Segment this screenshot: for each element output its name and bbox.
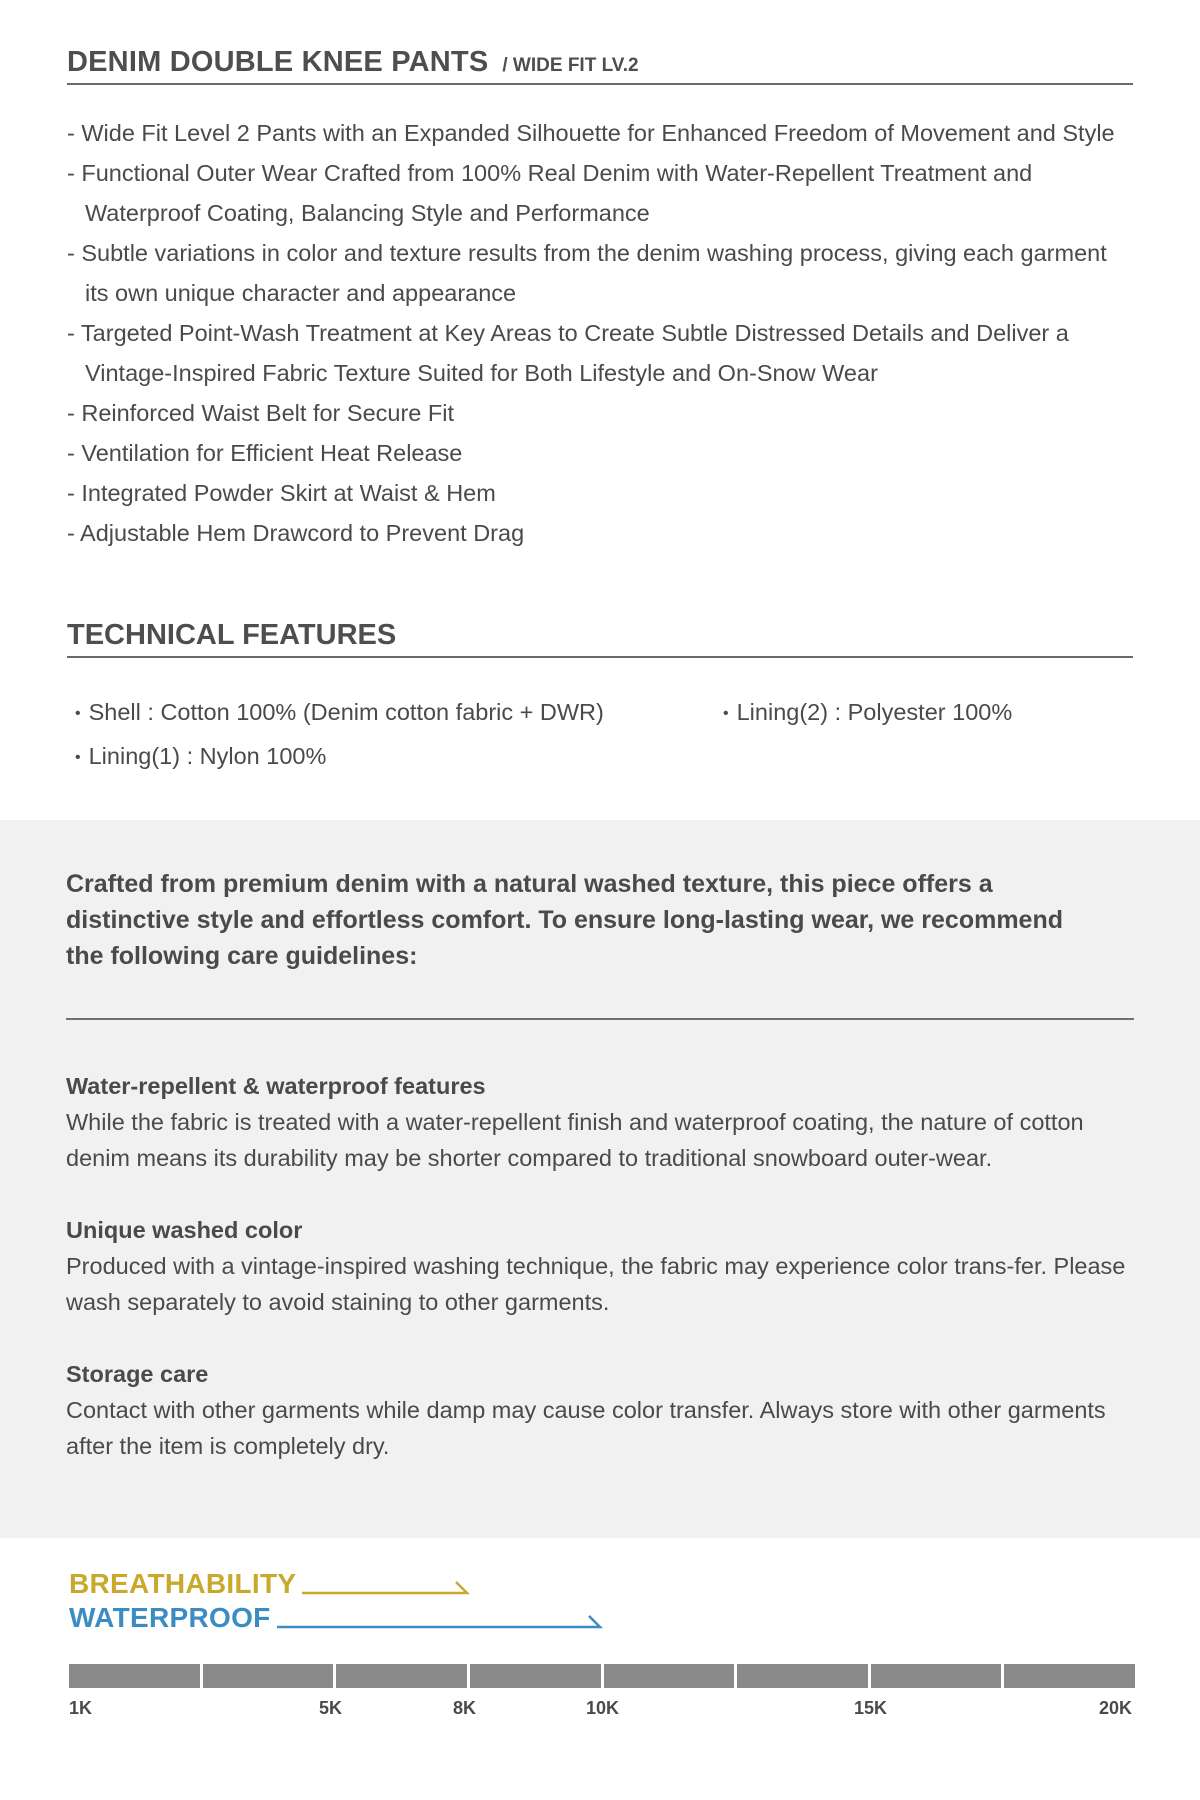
bullet-icon: • xyxy=(723,704,729,722)
rating-scale-bar xyxy=(69,1664,1135,1688)
scale-tick: 1K xyxy=(69,1698,93,1718)
scale-tick: 20K xyxy=(1099,1698,1133,1718)
product-section xyxy=(0,0,1200,820)
scale-tick: 5K xyxy=(319,1698,343,1718)
product-subtitle: / WIDE FIT LV.2 xyxy=(502,55,639,76)
feature-item: - Wide Fit Level 2 Pants with an Expanded Silhouette for Enhanced Freedom of Movement and Style xyxy=(67,120,1115,146)
feature-list xyxy=(67,113,1133,553)
scale-tick: 15K xyxy=(854,1698,888,1718)
care-body: While the fabric is treated with a water-repellent finish and waterproof coating, the nature of cotton denim means its durability may be shorter compared to traditional snowboard outer-wear. xyxy=(66,1109,1084,1171)
spec-lining-1 xyxy=(75,736,723,778)
scale-segment xyxy=(737,1664,868,1688)
care-body: Contact with other garments while damp may cause color transfer. Always store with other garments after the item is completely dry. xyxy=(66,1397,1106,1459)
care-item xyxy=(66,1068,1133,1176)
scale-segment xyxy=(69,1664,200,1688)
care-item xyxy=(66,1356,1133,1464)
scale-segment xyxy=(336,1664,467,1688)
scale-segment xyxy=(604,1664,735,1688)
scale-segment xyxy=(871,1664,1002,1688)
feature-item: - Subtle variations in color and texture results from the denim washing process, giving each garment its own unique character and appearance xyxy=(67,240,1107,306)
breathability-label: BREATHABILITY xyxy=(69,1568,297,1599)
scale-segment xyxy=(203,1664,334,1688)
scale-segment xyxy=(1004,1664,1135,1688)
product-header xyxy=(67,46,1133,85)
spec-text: Shell : Cotton 100% (Denim cotton fabric + DWR) xyxy=(88,699,604,725)
product-title: DENIM DOUBLE KNEE PANTS xyxy=(67,46,489,78)
feature-item: - Reinforced Waist Belt for Secure Fit xyxy=(67,400,455,426)
scale-segment xyxy=(470,1664,601,1688)
care-section xyxy=(0,820,1200,1538)
feature-item: - Targeted Point-Wash Treatment at Key Areas to Create Subtle Distressed Details and Deliver a Vintage-Inspired Fabric Texture Suited for Both Lifestyle and On-Snow Wear xyxy=(67,320,1069,386)
technical-header xyxy=(67,619,1133,658)
feature-item: - Ventilation for Efficient Heat Release xyxy=(67,440,463,466)
care-body: Produced with a vintage-inspired washing technique, the fabric may experience color trans-fer. Please wash separately to avoid staining to other garments. xyxy=(66,1253,1126,1315)
care-heading: Water-repellent & waterproof features xyxy=(66,1073,486,1099)
bullet-icon: • xyxy=(75,748,81,766)
spec-list xyxy=(67,692,1133,778)
technical-title: TECHNICAL FEATURES xyxy=(67,619,397,651)
care-heading: Unique washed color xyxy=(66,1217,303,1243)
performance-section xyxy=(0,1538,1200,1800)
scale-tick: 8K xyxy=(453,1698,477,1718)
waterproof-arrow-icon xyxy=(0,1604,1200,1644)
spec-shell xyxy=(75,692,723,734)
feature-item: - Integrated Powder Skirt at Waist & Hem xyxy=(67,480,496,506)
waterproof-label: WATERPROOF xyxy=(69,1602,271,1633)
spec-text: Lining(2) : Polyester 100% xyxy=(736,699,1013,725)
care-item xyxy=(66,1212,1133,1320)
care-divider xyxy=(66,1018,1134,1020)
care-intro: Crafted from premium denim with a natural washed texture, this piece offers a distinctive style and effortless comfort. To ensure long-lasting wear, we recommend the following care guidelines: xyxy=(66,870,1063,970)
scale-tick: 10K xyxy=(586,1698,620,1718)
spec-text: Lining(1) : Nylon 100% xyxy=(88,742,327,769)
care-heading: Storage care xyxy=(66,1361,209,1387)
feature-item: - Functional Outer Wear Crafted from 100% Real Denim with Water-Repellent Treatment and Waterproof Coating, Balancing Style and Performance xyxy=(67,160,1033,226)
feature-item: - Adjustable Hem Drawcord to Prevent Drag xyxy=(67,520,525,546)
spec-lining-2 xyxy=(723,692,1133,734)
bullet-icon: • xyxy=(75,704,81,722)
